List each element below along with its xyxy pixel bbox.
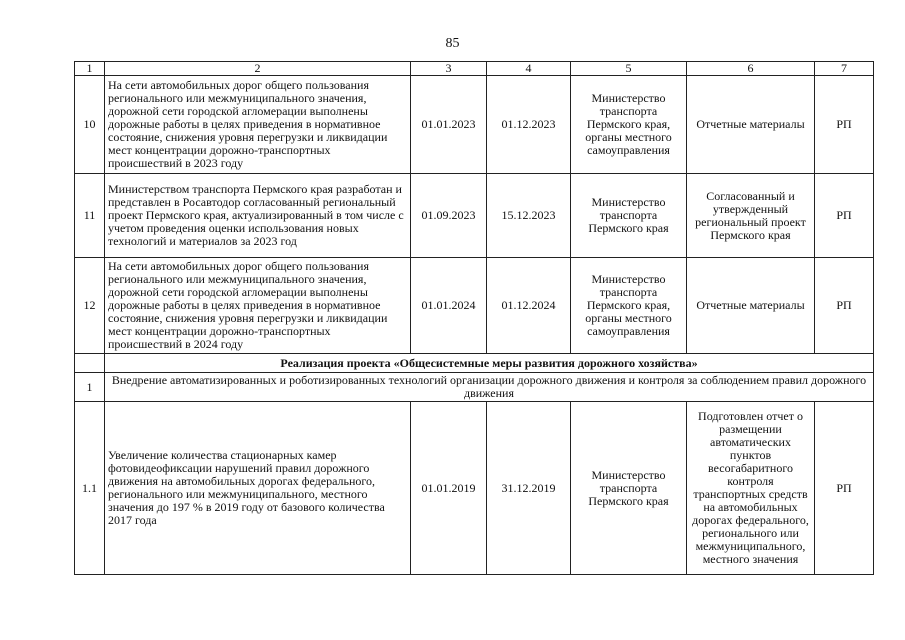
- row-start-date: 01.01.2023: [411, 76, 487, 174]
- row-level: РП: [815, 402, 874, 575]
- row-responsible: Министерство транспорта Пермского края, органы местного самоуправления: [571, 76, 687, 174]
- row-end-date: 01.12.2024: [487, 258, 571, 354]
- header-col-3: 3: [411, 62, 487, 76]
- header-col-6: 6: [687, 62, 815, 76]
- subsection-title: Внедрение автоматизированных и роботизированных технологий организации дорожного движения и контроля за соблюдением правил дорожного движения: [105, 373, 874, 402]
- row-start-date: 01.09.2023: [411, 174, 487, 258]
- table-row: [75, 174, 874, 258]
- table-row: [75, 76, 874, 174]
- section-title: Реализация проекта «Общесистемные меры развития дорожного хозяйства»: [105, 354, 874, 373]
- header-col-1: 1: [75, 62, 105, 76]
- row-responsible: Министерство транспорта Пермского края: [571, 402, 687, 575]
- header-col-5: 5: [571, 62, 687, 76]
- header-col-2: 2: [105, 62, 411, 76]
- row-responsible: Министерство транспорта Пермского края, органы местного самоуправления: [571, 258, 687, 354]
- row-description: На сети автомобильных дорог общего пользования регионального или межмуниципального значения, дорожной сети городской агломерации выполнены дорожные работы в целях приведения в нормативное состояние, снижения уровня перегрузки и ликвидации мест концентрации дорожно-транспортных происшествий в 2023 году: [105, 76, 411, 174]
- row-number: 11: [75, 174, 105, 258]
- row-result: Отчетные материалы: [687, 76, 815, 174]
- subsection-row: [75, 373, 874, 402]
- row-end-date: 31.12.2019: [487, 402, 571, 575]
- row-end-date: 01.12.2023: [487, 76, 571, 174]
- row-level: РП: [815, 174, 874, 258]
- row-result: Согласованный и утвержденный региональный проект Пермского края: [687, 174, 815, 258]
- row-start-date: 01.01.2024: [411, 258, 487, 354]
- table-row: [75, 258, 874, 354]
- section-spacer: [75, 354, 105, 373]
- plan-table: [74, 61, 874, 575]
- row-number: 10: [75, 76, 105, 174]
- row-number: 12: [75, 258, 105, 354]
- row-result: Отчетные материалы: [687, 258, 815, 354]
- row-result: Подготовлен отчет о размещении автоматических пунктов весогабаритного контроля транспортных средств на автомобильных дорогах федерального, регионального или межмуниципального, местного значения: [687, 402, 815, 575]
- section-row: [75, 354, 874, 373]
- row-description: На сети автомобильных дорог общего пользования регионального или межмуниципального значения, дорожной сети городской агломерации выполнены дорожные работы в целях приведения в нормативное состояние, снижения уровня перегрузки и ликвидации мест концентрации дорожно-транспортных происшествий в 2024 году: [105, 258, 411, 354]
- header-col-7: 7: [815, 62, 874, 76]
- header-row: [75, 62, 874, 76]
- page-number: 85: [445, 36, 460, 51]
- row-level: РП: [815, 76, 874, 174]
- row-end-date: 15.12.2023: [487, 174, 571, 258]
- row-number: 1.1: [75, 402, 105, 575]
- subsection-number: 1: [75, 373, 105, 402]
- row-start-date: 01.01.2019: [411, 402, 487, 575]
- table-row: [75, 402, 874, 575]
- header-col-4: 4: [487, 62, 571, 76]
- row-description: Увеличение количества стационарных камер фотовидеофиксации нарушений правил дорожного движения на автомобильных дорогах федерального, регионального или межмуниципального, местного значения до 197 % в 2019 году от базового количества 2017 года: [105, 402, 411, 575]
- row-level: РП: [815, 258, 874, 354]
- row-responsible: Министерство транспорта Пермского края: [571, 174, 687, 258]
- row-description: Министерством транспорта Пермского края разработан и представлен в Росавтодор согласованный региональный проект Пермского края, актуализированный в том числе с учетом проведения оценки использования новых технологий и материалов за 2023 год: [105, 174, 411, 258]
